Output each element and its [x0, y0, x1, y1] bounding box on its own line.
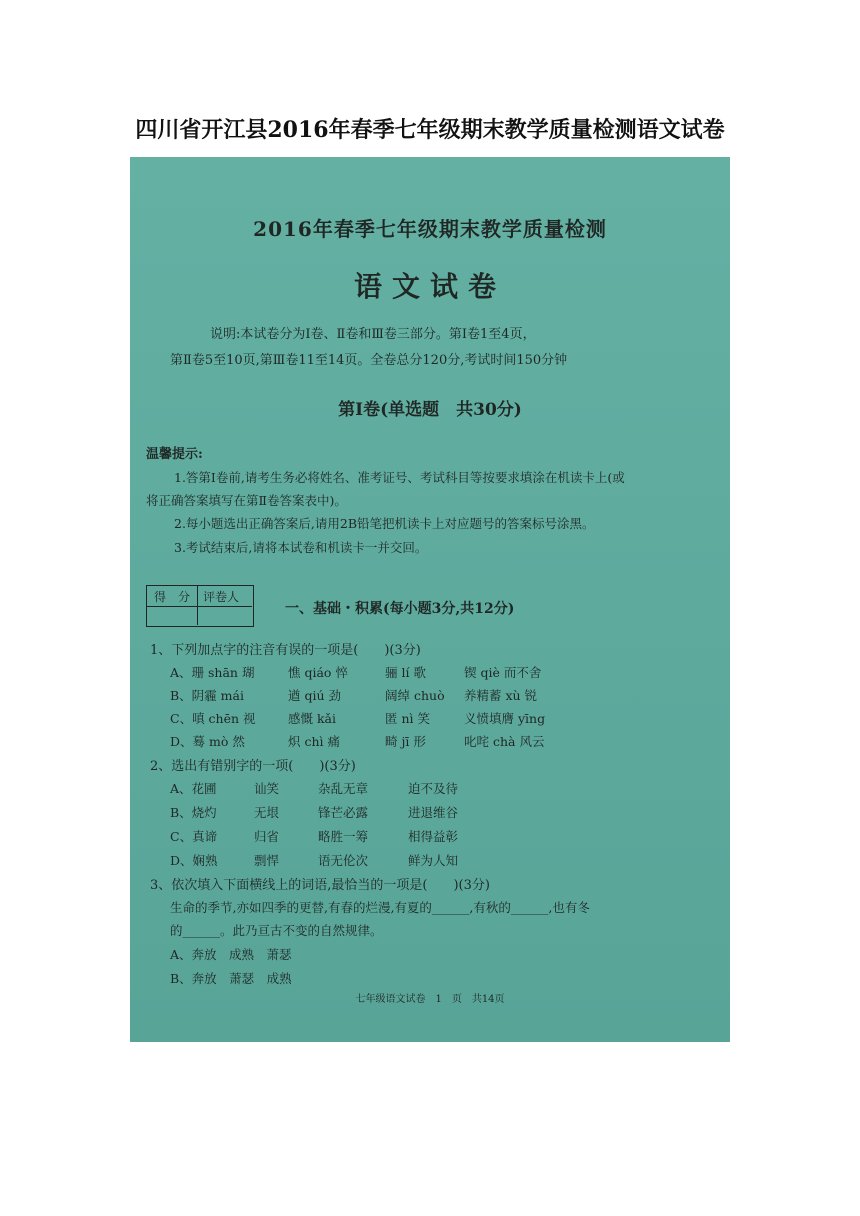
q1-option: 阔绰 chuò [385, 688, 445, 703]
q2-option: 杂乱无章 [318, 781, 369, 796]
q1-option: 憔 qiáo 悴 [288, 665, 348, 680]
q2-option: 剽悍 [254, 853, 280, 868]
q3-option: A、奔放 成熟 萧瑟 [170, 947, 292, 962]
intro-line: 第Ⅱ卷5至10页,第Ⅲ卷11至14页。全卷总分120分,考试时间150分钟 [170, 353, 568, 368]
exam-title: 2016年春季七年级期末教学质量检测 [253, 217, 607, 241]
q2-option: 归省 [254, 829, 280, 844]
page-title: 四川省开江县2016年春季七年级期末教学质量检测语文试卷 [135, 117, 725, 143]
q1-option: 感慨 kǎi [288, 711, 336, 726]
question-1-stem: 1、下列加点字的注音有误的一项是( )(3分) [150, 643, 421, 658]
part-title: 一、基础・积累(每小题3分,共12分) [285, 601, 515, 617]
q2-option: 略胜一筹 [318, 829, 369, 844]
q1-option: B、阴霾 mái [170, 688, 244, 703]
score-box-divider [147, 606, 252, 607]
q2-option: 相得益彰 [408, 829, 459, 844]
page-footer: 七年级语文试卷 1 页 共14页 [355, 994, 505, 1005]
grader-label: 评卷人 [203, 590, 240, 604]
q1-option: 养精蓄 xù 锐 [464, 688, 538, 703]
tip-line: 将正确答案填写在第Ⅱ卷答案表中)。 [146, 493, 347, 508]
tip-line: 1.答第Ⅰ卷前,请考生务必将姓名、准考证号、考试科目等按要求填涂在机读卡上(或 [174, 470, 625, 485]
score-box [146, 585, 254, 627]
q2-option: 讪笑 [254, 781, 280, 796]
q1-option: 炽 chì 痛 [288, 734, 340, 749]
q3-text-line: 的______。此乃亘古不变的自然规律。 [170, 923, 383, 938]
q1-option: 骊 lí 歌 [385, 665, 426, 680]
question-2-stem: 2、选出有错别字的一项( )(3分) [150, 759, 356, 774]
question-3-stem: 3、依次填入下面横线上的词语,最恰当的一项是( )(3分) [150, 878, 490, 893]
q1-option: 遒 qiú 劲 [288, 688, 341, 703]
q2-option: 语无伦次 [318, 853, 369, 868]
q2-option: A、花圃 [170, 781, 217, 796]
q3-text-line: 生命的季节,亦如四季的更替,有春的烂漫,有夏的______,有秋的______,也有冬 [170, 900, 590, 915]
q2-option: B、烧灼 [170, 805, 217, 820]
intro-line: 说明:本试卷分为Ⅰ卷、Ⅱ卷和Ⅲ卷三部分。第Ⅰ卷1至4页， [210, 327, 536, 342]
exam-subject: 语文试卷 [353, 270, 506, 303]
q2-option: 进退维谷 [408, 805, 459, 820]
q1-option: 叱咤 chà 风云 [464, 734, 545, 749]
q2-option: C、真谛 [170, 829, 218, 844]
tips-label: 温馨提示: [146, 447, 203, 462]
score-box-divider [197, 586, 198, 625]
exam-photo [130, 157, 730, 1042]
tip-line: 3.考试结束后,请将本试卷和机读卡一并交回。 [174, 540, 428, 555]
section-title: 第Ⅰ卷(单选题 共30分) [338, 400, 522, 420]
q1-option: 匿 nì 笑 [385, 711, 430, 726]
q2-option: D、娴熟 [170, 853, 218, 868]
q2-option: 无垠 [254, 805, 280, 820]
q2-option: 鲜为人知 [408, 853, 459, 868]
q1-option: 义愤填膺 yīng [464, 711, 546, 726]
q1-option: 畸 jī 形 [385, 734, 426, 749]
q1-option: C、嗔 chēn 视 [170, 711, 256, 726]
q1-option: D、蓦 mò 然 [170, 734, 245, 749]
q2-option: 迫不及待 [408, 781, 459, 796]
q3-option: B、奔放 萧瑟 成熟 [170, 971, 292, 986]
q2-option: 锋芒必露 [318, 805, 369, 820]
q1-option: A、珊 shān 瑚 [170, 665, 255, 680]
q1-option: 锲 qiè 而不舍 [464, 665, 542, 680]
tip-line: 2.每小题选出正确答案后,请用2B铅笔把机读卡上对应题号的答案标号涂黑。 [174, 516, 595, 531]
score-label: 得 分 [154, 590, 191, 604]
